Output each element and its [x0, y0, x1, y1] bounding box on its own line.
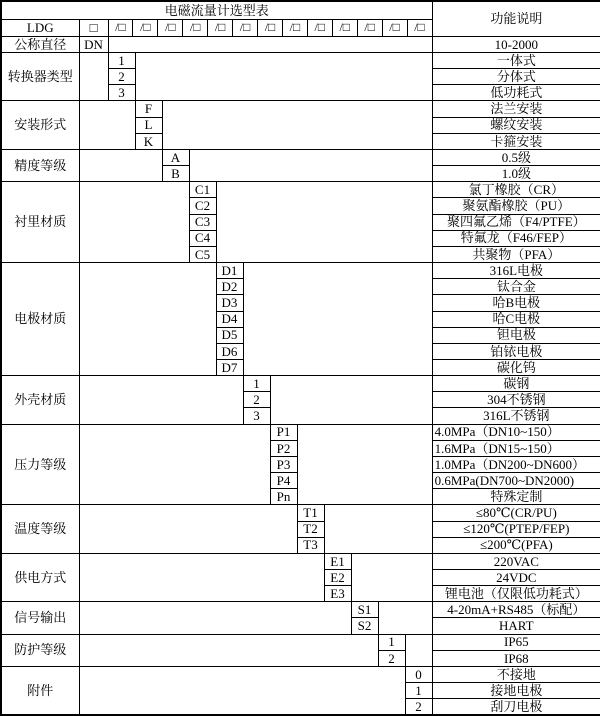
option-row [1, 553, 600, 569]
title-row [1, 1, 600, 19]
option-desc-cell: 316L不锈钢 [432, 408, 600, 424]
option-desc-cell: 碳钢 [432, 376, 600, 392]
model-code-slots [108, 19, 432, 36]
option-code-cell: D6 [216, 343, 243, 359]
option-desc-cell: ≤80℃(CR/PU) [432, 505, 600, 521]
option-desc-cell: 220VAC [432, 553, 600, 569]
option-code-cell: D1 [216, 263, 243, 279]
model-slot-box: /□ [282, 20, 307, 36]
model-slot-box: /□ [307, 20, 332, 36]
group-label: 电极材质 [1, 263, 79, 376]
option-desc-cell: 1.6MPa（DN15~150） [432, 440, 600, 456]
page-title: 电磁流量计选型表 [1, 1, 432, 19]
group-label: 衬里材质 [1, 182, 79, 263]
option-row [1, 666, 600, 682]
option-desc-cell: 刮刀电极 [432, 699, 600, 715]
group-label: 转换器类型 [1, 53, 79, 101]
option-desc-cell: 4.0MPa（DN10~150） [432, 424, 600, 440]
spacer-cell [79, 553, 324, 601]
option-desc-cell: IP65 [432, 634, 600, 650]
option-code-cell: C3 [189, 214, 216, 230]
spacer-cell [135, 53, 432, 101]
option-code-cell: D4 [216, 311, 243, 327]
option-desc-cell: 304不锈钢 [432, 392, 600, 408]
option-code-cell: D5 [216, 327, 243, 343]
spacer-cell [351, 553, 432, 601]
option-row [1, 424, 600, 440]
group-label: 外壳材质 [1, 376, 79, 424]
model-slot-box: /□ [132, 20, 157, 36]
option-desc-cell: IP68 [432, 650, 600, 666]
spacer-cell [79, 149, 162, 181]
option-desc-cell: 不接地 [432, 666, 600, 682]
option-desc-cell: 聚氨酯橡胶（PU） [432, 198, 600, 214]
option-row [1, 505, 600, 521]
option-desc-cell: 钛合金 [432, 279, 600, 295]
spacer-cell [79, 263, 216, 376]
model-slot-box: /□ [357, 20, 382, 36]
model-slot-box: /□ [157, 20, 182, 36]
function-column-header: 功能说明 [432, 1, 600, 36]
option-desc-cell: ≤120℃(PTEP/FEP) [432, 521, 600, 537]
option-desc-cell: HART [432, 618, 600, 634]
spacer-cell [79, 424, 270, 505]
option-code-cell: 2 [378, 650, 405, 666]
option-code-cell: E3 [324, 586, 351, 602]
option-desc-cell: 24VDC [432, 570, 600, 586]
diameter-desc-cell: 10-2000 [432, 36, 600, 52]
option-row [1, 376, 600, 392]
option-desc-cell: 聚四氟乙烯（F4/PTFE） [432, 214, 600, 230]
spacer-cell [79, 666, 405, 715]
option-desc-cell: ≤200℃(PFA) [432, 537, 600, 553]
option-desc-cell: 卡箍安装 [432, 133, 600, 149]
spacer-cell [189, 149, 432, 181]
option-desc-cell: 一体式 [432, 53, 600, 69]
option-desc-cell: 分体式 [432, 69, 600, 85]
option-code-cell: 3 [243, 408, 270, 424]
option-code-cell: B [162, 166, 189, 182]
spacer-cell [405, 634, 432, 666]
model-prefix: LDG [1, 19, 79, 36]
group-label: 压力等级 [1, 424, 79, 505]
group-label: 安装形式 [1, 101, 79, 149]
spacer-cell [79, 602, 351, 634]
option-code-cell: F [135, 101, 162, 117]
option-code-cell: C4 [189, 230, 216, 246]
model-slot-box: /□ [257, 20, 282, 36]
option-code-cell: L [135, 117, 162, 133]
option-code-cell: T3 [297, 537, 324, 553]
option-row [1, 634, 600, 650]
option-desc-cell: 0.6MPa(DN700~DN2000) [432, 473, 600, 489]
option-code-cell: A [162, 149, 189, 165]
option-desc-cell: 钽电极 [432, 327, 600, 343]
spacer-cell [243, 263, 432, 376]
spacer-cell [79, 376, 243, 424]
option-row [1, 263, 600, 279]
spacer-cell [216, 182, 432, 263]
option-row [1, 101, 600, 117]
option-row [1, 182, 600, 198]
option-code-cell: T2 [297, 521, 324, 537]
spacer-cell [324, 505, 432, 553]
group-label: 防护等级 [1, 634, 79, 666]
model-base-box: □ [79, 19, 108, 36]
option-code-cell: P3 [270, 456, 297, 472]
option-code-cell: 1 [243, 376, 270, 392]
option-code-cell: P4 [270, 473, 297, 489]
option-code-cell: D7 [216, 359, 243, 375]
spacer-cell [79, 505, 297, 553]
group-label: 供电方式 [1, 553, 79, 601]
option-code-cell: D3 [216, 295, 243, 311]
option-desc-cell: 4-20mA+RS485（标配） [432, 602, 600, 618]
option-desc-cell: 特氟龙（F46/FEP） [432, 230, 600, 246]
option-desc-cell: 铂铱电极 [432, 343, 600, 359]
option-code-cell: 1 [405, 683, 432, 699]
option-code-cell: C5 [189, 246, 216, 262]
spacer-cell [270, 376, 432, 424]
model-slot-box: /□ [332, 20, 357, 36]
group-label: 附件 [1, 666, 79, 715]
option-row [1, 53, 600, 69]
spacer-cell [79, 53, 108, 101]
option-code-cell: 1 [378, 634, 405, 650]
option-code-cell: 0 [405, 666, 432, 682]
option-desc-cell: 螺纹安装 [432, 117, 600, 133]
spacer-cell [297, 424, 432, 505]
option-desc-cell: 哈C电极 [432, 311, 600, 327]
option-desc-cell: 低功耗式 [432, 85, 600, 101]
model-slot-box: /□ [407, 20, 432, 36]
model-slot-strip [109, 20, 432, 36]
spacer-cell [79, 101, 135, 149]
option-desc-cell: 锂电池（仅限低功耗式） [432, 586, 600, 602]
group-label: 信号输出 [1, 602, 79, 634]
option-desc-cell: 法兰安装 [432, 101, 600, 117]
diameter-code-cell: DN [79, 36, 108, 52]
option-code-cell: S2 [351, 618, 378, 634]
spacer-cell [79, 182, 189, 263]
option-code-cell: S1 [351, 602, 378, 618]
model-slot-box: /□ [182, 20, 207, 36]
option-desc-cell: 碳化钨 [432, 359, 600, 375]
option-desc-cell: 1.0MPa（DN200~DN600） [432, 456, 600, 472]
diameter-row [1, 36, 600, 52]
spacer-cell [162, 101, 432, 149]
option-code-cell: E1 [324, 553, 351, 569]
option-code-cell: 3 [108, 85, 135, 101]
model-slot-box: /□ [382, 20, 407, 36]
option-desc-cell: 特殊定制 [432, 489, 600, 505]
option-desc-cell: 1.0级 [432, 166, 600, 182]
option-code-cell: Pn [270, 489, 297, 505]
option-code-cell: K [135, 133, 162, 149]
option-code-cell: E2 [324, 570, 351, 586]
group-label: 温度等级 [1, 505, 79, 553]
spacer-cell [108, 36, 432, 52]
option-row [1, 602, 600, 618]
option-desc-cell: 氯丁橡胶（CR） [432, 182, 600, 198]
option-code-cell: P1 [270, 424, 297, 440]
option-code-cell: T1 [297, 505, 324, 521]
option-desc-cell: 316L电极 [432, 263, 600, 279]
spacer-cell [378, 602, 432, 634]
row-label-diameter: 公称直径 [1, 36, 79, 52]
option-code-cell: 2 [405, 699, 432, 715]
model-slot-box: /□ [232, 20, 257, 36]
option-code-cell: 1 [108, 53, 135, 69]
spacer-cell [79, 634, 378, 666]
option-desc-cell: 0.5级 [432, 149, 600, 165]
model-slot-box: /□ [115, 20, 126, 35]
option-code-cell: C1 [189, 182, 216, 198]
group-label: 精度等级 [1, 149, 79, 181]
option-desc-cell: 哈B电极 [432, 295, 600, 311]
option-desc-cell: 共聚物（PFA） [432, 246, 600, 262]
option-row [1, 149, 600, 165]
option-code-cell: D2 [216, 279, 243, 295]
option-code-cell: C2 [189, 198, 216, 214]
model-slot-box: /□ [207, 20, 232, 36]
option-code-cell: 2 [108, 69, 135, 85]
option-desc-cell: 接地电极 [432, 683, 600, 699]
option-code-cell: P2 [270, 440, 297, 456]
option-code-cell: 2 [243, 392, 270, 408]
